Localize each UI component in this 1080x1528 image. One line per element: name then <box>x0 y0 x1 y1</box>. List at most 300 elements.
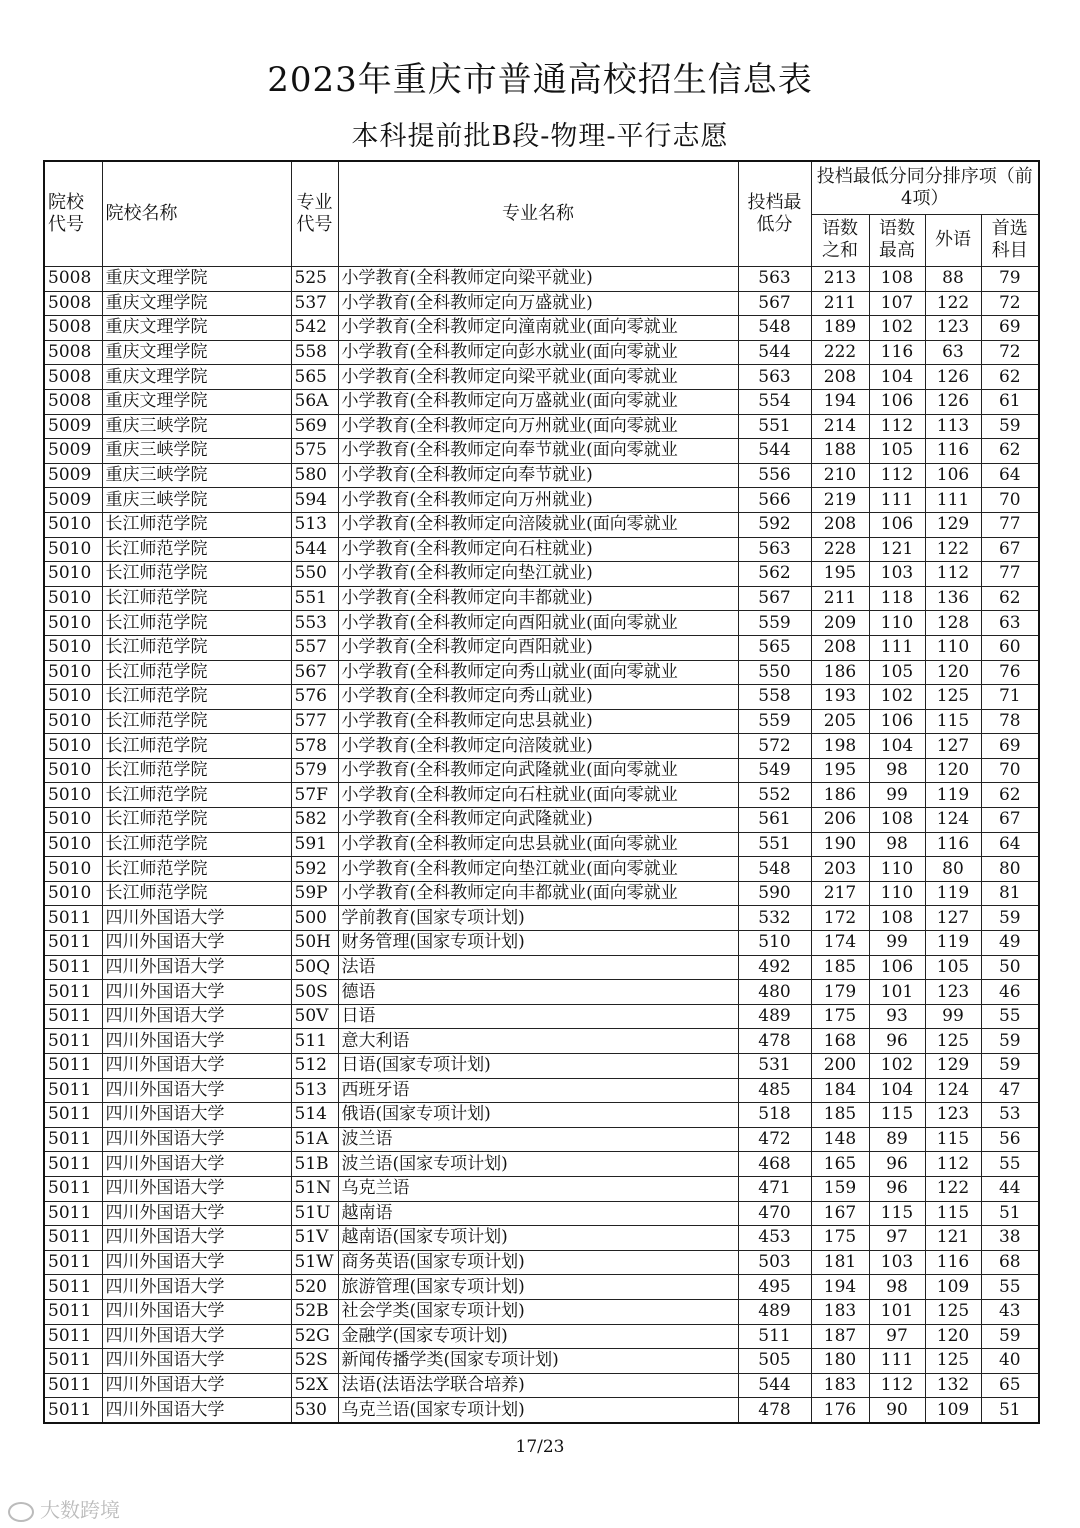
cell-sum-chinese-math: 183 <box>811 1299 869 1324</box>
cell-first-subject: 46 <box>981 980 1039 1005</box>
cell-sum-chinese-math: 179 <box>811 980 869 1005</box>
cell-first-subject: 59 <box>981 1029 1039 1054</box>
cell-school-name: 长江师范学院 <box>102 832 291 857</box>
table-row <box>44 414 1039 439</box>
cell-min-score: 559 <box>738 709 811 734</box>
cell-first-subject: 61 <box>981 389 1039 414</box>
cell-school-name: 重庆文理学院 <box>102 365 291 390</box>
cell-school-code: 5010 <box>44 635 102 660</box>
cell-major-name: 小学教育(全科教师定向秀山就业) <box>338 685 738 710</box>
cell-sum-chinese-math: 167 <box>811 1201 869 1226</box>
cell-major-name: 小学教育(全科教师定向涪陵就业(面向零就业 <box>338 512 738 537</box>
cell-major-code: 51N <box>291 1176 338 1201</box>
table-row <box>44 660 1039 685</box>
table-row <box>44 365 1039 390</box>
cell-max-chinese-math: 110 <box>869 611 925 636</box>
cell-school-code: 5010 <box>44 512 102 537</box>
cell-major-code: 592 <box>291 857 338 882</box>
cell-min-score: 548 <box>738 857 811 882</box>
cell-first-subject: 80 <box>981 857 1039 882</box>
cell-school-code: 5011 <box>44 1349 102 1374</box>
cell-major-name: 小学教育(全科教师定向奉节就业(面向零就业 <box>338 439 738 464</box>
cell-foreign-language: 112 <box>925 1152 981 1177</box>
cell-sum-chinese-math: 211 <box>811 291 869 316</box>
cell-max-chinese-math: 102 <box>869 685 925 710</box>
cell-first-subject: 67 <box>981 808 1039 833</box>
cell-first-subject: 69 <box>981 316 1039 341</box>
cell-max-chinese-math: 99 <box>869 931 925 956</box>
cell-first-subject: 62 <box>981 439 1039 464</box>
cell-max-chinese-math: 121 <box>869 537 925 562</box>
source-watermark <box>8 1494 120 1523</box>
cell-max-chinese-math: 108 <box>869 906 925 931</box>
cell-max-chinese-math: 98 <box>869 832 925 857</box>
table-row <box>44 635 1039 660</box>
cell-major-code: 50H <box>291 931 338 956</box>
cell-major-code: 520 <box>291 1275 338 1300</box>
table-row <box>44 340 1039 365</box>
table-row <box>44 980 1039 1005</box>
cell-min-score: 551 <box>738 832 811 857</box>
cell-school-name: 重庆文理学院 <box>102 267 291 292</box>
cell-school-name: 长江师范学院 <box>102 808 291 833</box>
header-max-chinese-math: 语数最高 <box>869 214 925 266</box>
cell-sum-chinese-math: 213 <box>811 267 869 292</box>
table-row <box>44 1176 1039 1201</box>
cell-sum-chinese-math: 198 <box>811 734 869 759</box>
cell-foreign-language: 116 <box>925 1250 981 1275</box>
cell-max-chinese-math: 112 <box>869 1373 925 1398</box>
cell-major-name: 小学教育(全科教师定向秀山就业(面向零就业 <box>338 660 738 685</box>
table-row <box>44 955 1039 980</box>
cell-foreign-language: 123 <box>925 316 981 341</box>
cell-first-subject: 56 <box>981 1127 1039 1152</box>
cell-first-subject: 60 <box>981 635 1039 660</box>
cell-foreign-language: 125 <box>925 685 981 710</box>
cell-max-chinese-math: 104 <box>869 1078 925 1103</box>
cell-school-name: 重庆三峡学院 <box>102 488 291 513</box>
cell-foreign-language: 120 <box>925 1324 981 1349</box>
cell-foreign-language: 99 <box>925 1004 981 1029</box>
cell-major-code: 550 <box>291 562 338 587</box>
cell-school-code: 5008 <box>44 340 102 365</box>
cell-major-code: 567 <box>291 660 338 685</box>
cell-major-code: 51V <box>291 1226 338 1251</box>
cell-max-chinese-math: 101 <box>869 980 925 1005</box>
cell-max-chinese-math: 106 <box>869 512 925 537</box>
cell-foreign-language: 106 <box>925 463 981 488</box>
cell-school-code: 5010 <box>44 808 102 833</box>
cell-sum-chinese-math: 175 <box>811 1226 869 1251</box>
cell-school-code: 5010 <box>44 881 102 906</box>
cell-foreign-language: 120 <box>925 758 981 783</box>
cell-max-chinese-math: 96 <box>869 1029 925 1054</box>
cell-major-code: 52G <box>291 1324 338 1349</box>
cell-major-code: 557 <box>291 635 338 660</box>
cell-school-code: 5011 <box>44 980 102 1005</box>
cell-school-code: 5008 <box>44 365 102 390</box>
cell-major-name: 小学教育(全科教师定向梁平就业) <box>338 267 738 292</box>
cell-min-score: 552 <box>738 783 811 808</box>
cell-foreign-language: 115 <box>925 709 981 734</box>
cell-major-name: 小学教育(全科教师定向酉阳就业(面向零就业 <box>338 611 738 636</box>
cell-max-chinese-math: 116 <box>869 340 925 365</box>
cell-major-name: 日语(国家专项计划) <box>338 1054 738 1079</box>
header-school-name: 院校名称 <box>102 161 291 267</box>
cell-min-score: 567 <box>738 291 811 316</box>
table-row <box>44 1275 1039 1300</box>
cell-min-score: 472 <box>738 1127 811 1152</box>
cell-school-code: 5011 <box>44 1299 102 1324</box>
cell-school-name: 四川外国语大学 <box>102 931 291 956</box>
cell-school-name: 四川外国语大学 <box>102 1226 291 1251</box>
cell-school-code: 5011 <box>44 1398 102 1423</box>
cell-foreign-language: 109 <box>925 1275 981 1300</box>
cell-major-name: 小学教育(全科教师定向武隆就业) <box>338 808 738 833</box>
cell-first-subject: 64 <box>981 463 1039 488</box>
cell-foreign-language: 126 <box>925 389 981 414</box>
cell-school-code: 5011 <box>44 1226 102 1251</box>
header-foreign-language: 外语 <box>925 214 981 266</box>
cell-major-name: 小学教育(全科教师定向武隆就业(面向零就业 <box>338 758 738 783</box>
table-row <box>44 709 1039 734</box>
cell-major-code: 56A <box>291 389 338 414</box>
page-title: 2023年重庆市普通高校招生信息表 <box>267 60 813 100</box>
cell-min-score: 563 <box>738 365 811 390</box>
cell-foreign-language: 80 <box>925 857 981 882</box>
cell-foreign-language: 105 <box>925 955 981 980</box>
cell-first-subject: 78 <box>981 709 1039 734</box>
cell-school-code: 5011 <box>44 1054 102 1079</box>
cell-school-name: 长江师范学院 <box>102 685 291 710</box>
cell-max-chinese-math: 97 <box>869 1324 925 1349</box>
cell-school-code: 5010 <box>44 660 102 685</box>
cell-major-code: 50S <box>291 980 338 1005</box>
cell-first-subject: 51 <box>981 1398 1039 1423</box>
cell-school-code: 5011 <box>44 1029 102 1054</box>
table-row <box>44 389 1039 414</box>
cell-major-name: 财务管理(国家专项计划) <box>338 931 738 956</box>
cell-min-score: 453 <box>738 1226 811 1251</box>
cell-sum-chinese-math: 200 <box>811 1054 869 1079</box>
cell-school-code: 5010 <box>44 783 102 808</box>
cell-major-name: 金融学(国家专项计划) <box>338 1324 738 1349</box>
cell-max-chinese-math: 103 <box>869 1250 925 1275</box>
cell-min-score: 592 <box>738 512 811 537</box>
cell-min-score: 561 <box>738 808 811 833</box>
cell-min-score: 492 <box>738 955 811 980</box>
cell-major-code: 544 <box>291 537 338 562</box>
cell-first-subject: 79 <box>981 267 1039 292</box>
cell-foreign-language: 119 <box>925 881 981 906</box>
cell-sum-chinese-math: 206 <box>811 808 869 833</box>
cell-major-code: 578 <box>291 734 338 759</box>
cell-sum-chinese-math: 194 <box>811 1275 869 1300</box>
page-subtitle: 本科提前批B段-物理-平行志愿 <box>351 121 729 152</box>
cell-school-name: 长江师范学院 <box>102 709 291 734</box>
cell-foreign-language: 119 <box>925 783 981 808</box>
cell-foreign-language: 127 <box>925 906 981 931</box>
cell-max-chinese-math: 102 <box>869 316 925 341</box>
cell-major-code: 579 <box>291 758 338 783</box>
cell-foreign-language: 132 <box>925 1373 981 1398</box>
cell-max-chinese-math: 104 <box>869 734 925 759</box>
table-row <box>44 316 1039 341</box>
cell-major-name: 小学教育(全科教师定向万州就业) <box>338 488 738 513</box>
cell-school-name: 重庆文理学院 <box>102 316 291 341</box>
cell-min-score: 544 <box>738 439 811 464</box>
cell-school-name: 四川外国语大学 <box>102 1127 291 1152</box>
header-school-code: 院校代号 <box>44 161 102 267</box>
table-row <box>44 1152 1039 1177</box>
cell-max-chinese-math: 90 <box>869 1398 925 1423</box>
cell-first-subject: 72 <box>981 340 1039 365</box>
table-row <box>44 734 1039 759</box>
cell-major-code: 512 <box>291 1054 338 1079</box>
cell-min-score: 558 <box>738 685 811 710</box>
cell-min-score: 563 <box>738 267 811 292</box>
table-row <box>44 586 1039 611</box>
cell-school-code: 5009 <box>44 414 102 439</box>
cell-school-name: 四川外国语大学 <box>102 1324 291 1349</box>
cell-first-subject: 76 <box>981 660 1039 685</box>
cell-school-name: 四川外国语大学 <box>102 1054 291 1079</box>
cell-first-subject: 38 <box>981 1226 1039 1251</box>
cell-major-code: 558 <box>291 340 338 365</box>
cell-foreign-language: 115 <box>925 1201 981 1226</box>
cell-major-code: 575 <box>291 439 338 464</box>
cell-foreign-language: 112 <box>925 562 981 587</box>
header-min-score: 投档最低分 <box>738 161 811 267</box>
cell-major-name: 小学教育(全科教师定向奉节就业) <box>338 463 738 488</box>
cell-max-chinese-math: 107 <box>869 291 925 316</box>
cell-max-chinese-math: 111 <box>869 635 925 660</box>
cell-sum-chinese-math: 193 <box>811 685 869 710</box>
cell-min-score: 478 <box>738 1029 811 1054</box>
table-row <box>44 1127 1039 1152</box>
cell-major-name: 小学教育(全科教师定向丰都就业) <box>338 586 738 611</box>
cell-sum-chinese-math: 186 <box>811 783 869 808</box>
cell-school-code: 5011 <box>44 1127 102 1152</box>
cell-major-code: 57F <box>291 783 338 808</box>
cell-sum-chinese-math: 211 <box>811 586 869 611</box>
cell-foreign-language: 123 <box>925 1103 981 1128</box>
cell-min-score: 567 <box>738 586 811 611</box>
cell-min-score: 470 <box>738 1201 811 1226</box>
cell-school-code: 5010 <box>44 685 102 710</box>
cell-school-name: 四川外国语大学 <box>102 1201 291 1226</box>
cell-first-subject: 67 <box>981 537 1039 562</box>
cell-first-subject: 64 <box>981 832 1039 857</box>
cell-major-name: 小学教育(全科教师定向涪陵就业) <box>338 734 738 759</box>
cell-sum-chinese-math: 181 <box>811 1250 869 1275</box>
cell-first-subject: 62 <box>981 365 1039 390</box>
cell-foreign-language: 125 <box>925 1029 981 1054</box>
cell-sum-chinese-math: 148 <box>811 1127 869 1152</box>
cell-major-code: 582 <box>291 808 338 833</box>
page-number: 17/23 <box>515 1437 565 1457</box>
cell-first-subject: 77 <box>981 562 1039 587</box>
cell-sum-chinese-math: 208 <box>811 365 869 390</box>
cell-sum-chinese-math: 208 <box>811 635 869 660</box>
cell-max-chinese-math: 115 <box>869 1201 925 1226</box>
table-row <box>44 906 1039 931</box>
cell-max-chinese-math: 118 <box>869 586 925 611</box>
cell-school-code: 5011 <box>44 1250 102 1275</box>
cell-major-name: 小学教育(全科教师定向垫江就业(面向零就业 <box>338 857 738 882</box>
cell-major-name: 旅游管理(国家专项计划) <box>338 1275 738 1300</box>
cell-major-name: 越南语 <box>338 1201 738 1226</box>
cell-school-code: 5008 <box>44 316 102 341</box>
table-row <box>44 881 1039 906</box>
cell-max-chinese-math: 102 <box>869 1054 925 1079</box>
cell-min-score: 518 <box>738 1103 811 1128</box>
cell-school-code: 5010 <box>44 857 102 882</box>
cell-school-code: 5010 <box>44 562 102 587</box>
cell-first-subject: 63 <box>981 611 1039 636</box>
table-row <box>44 1103 1039 1128</box>
cell-sum-chinese-math: 194 <box>811 389 869 414</box>
table-row <box>44 1299 1039 1324</box>
cell-foreign-language: 124 <box>925 808 981 833</box>
cell-major-code: 514 <box>291 1103 338 1128</box>
cell-first-subject: 51 <box>981 1201 1039 1226</box>
cell-max-chinese-math: 99 <box>869 783 925 808</box>
cell-min-score: 505 <box>738 1349 811 1374</box>
cell-first-subject: 77 <box>981 512 1039 537</box>
cell-sum-chinese-math: 214 <box>811 414 869 439</box>
cell-major-code: 577 <box>291 709 338 734</box>
cell-major-code: 513 <box>291 1078 338 1103</box>
table-row <box>44 931 1039 956</box>
cell-school-code: 5010 <box>44 586 102 611</box>
cell-major-name: 小学教育(全科教师定向万盛就业) <box>338 291 738 316</box>
table-row <box>44 537 1039 562</box>
cell-min-score: 566 <box>738 488 811 513</box>
cell-foreign-language: 122 <box>925 291 981 316</box>
cell-foreign-language: 136 <box>925 586 981 611</box>
cell-school-code: 5011 <box>44 1078 102 1103</box>
cell-foreign-language: 124 <box>925 1078 981 1103</box>
cell-school-code: 5011 <box>44 1324 102 1349</box>
cell-sum-chinese-math: 183 <box>811 1373 869 1398</box>
cell-sum-chinese-math: 217 <box>811 881 869 906</box>
cell-major-name: 意大利语 <box>338 1029 738 1054</box>
table-row <box>44 1054 1039 1079</box>
cell-school-name: 长江师范学院 <box>102 881 291 906</box>
cell-school-code: 5010 <box>44 611 102 636</box>
cell-school-code: 5010 <box>44 832 102 857</box>
cell-major-code: 542 <box>291 316 338 341</box>
cell-major-code: 591 <box>291 832 338 857</box>
cell-school-code: 5009 <box>44 439 102 464</box>
table-row <box>44 685 1039 710</box>
admission-table <box>43 160 1040 1424</box>
cell-major-name: 德语 <box>338 980 738 1005</box>
cell-school-name: 四川外国语大学 <box>102 1349 291 1374</box>
cell-major-code: 569 <box>291 414 338 439</box>
cell-min-score: 544 <box>738 1373 811 1398</box>
table-row <box>44 857 1039 882</box>
cell-min-score: 590 <box>738 881 811 906</box>
cell-school-code: 5010 <box>44 758 102 783</box>
cell-min-score: 510 <box>738 931 811 956</box>
cell-max-chinese-math: 110 <box>869 857 925 882</box>
cell-min-score: 549 <box>738 758 811 783</box>
cell-sum-chinese-math: 222 <box>811 340 869 365</box>
cell-max-chinese-math: 97 <box>869 1226 925 1251</box>
table-row <box>44 758 1039 783</box>
cell-major-code: 511 <box>291 1029 338 1054</box>
cell-school-name: 四川外国语大学 <box>102 906 291 931</box>
cell-first-subject: 59 <box>981 1324 1039 1349</box>
cell-major-name: 小学教育(全科教师定向石柱就业(面向零就业 <box>338 783 738 808</box>
cell-school-name: 重庆文理学院 <box>102 389 291 414</box>
cell-major-code: 513 <box>291 512 338 537</box>
cell-major-code: 565 <box>291 365 338 390</box>
cell-first-subject: 59 <box>981 906 1039 931</box>
watermark-text: 大数跨境 <box>40 1498 120 1522</box>
cell-sum-chinese-math: 210 <box>811 463 869 488</box>
cell-first-subject: 71 <box>981 685 1039 710</box>
cell-min-score: 471 <box>738 1176 811 1201</box>
cell-first-subject: 62 <box>981 586 1039 611</box>
cell-major-name: 乌克兰语 <box>338 1176 738 1201</box>
cell-school-name: 四川外国语大学 <box>102 1078 291 1103</box>
cell-school-name: 四川外国语大学 <box>102 1176 291 1201</box>
cell-foreign-language: 125 <box>925 1349 981 1374</box>
cell-sum-chinese-math: 185 <box>811 1103 869 1128</box>
cell-sum-chinese-math: 190 <box>811 832 869 857</box>
cell-sum-chinese-math: 165 <box>811 1152 869 1177</box>
cell-max-chinese-math: 106 <box>869 955 925 980</box>
cell-school-name: 四川外国语大学 <box>102 1299 291 1324</box>
cell-school-name: 长江师范学院 <box>102 562 291 587</box>
table-row <box>44 1250 1039 1275</box>
cell-min-score: 556 <box>738 463 811 488</box>
cell-major-name: 波兰语 <box>338 1127 738 1152</box>
cell-sum-chinese-math: 187 <box>811 1324 869 1349</box>
cell-major-name: 西班牙语 <box>338 1078 738 1103</box>
cell-school-code: 5011 <box>44 1103 102 1128</box>
cell-foreign-language: 116 <box>925 439 981 464</box>
table-row <box>44 783 1039 808</box>
cell-first-subject: 44 <box>981 1176 1039 1201</box>
cell-major-name: 小学教育(全科教师定向忠县就业) <box>338 709 738 734</box>
cell-school-name: 长江师范学院 <box>102 783 291 808</box>
cell-max-chinese-math: 106 <box>869 709 925 734</box>
cell-first-subject: 53 <box>981 1103 1039 1128</box>
cell-sum-chinese-math: 189 <box>811 316 869 341</box>
cell-major-code: 580 <box>291 463 338 488</box>
cell-school-code: 5011 <box>44 955 102 980</box>
cell-major-code: 50V <box>291 1004 338 1029</box>
cell-school-code: 5011 <box>44 906 102 931</box>
cell-min-score: 480 <box>738 980 811 1005</box>
cell-max-chinese-math: 93 <box>869 1004 925 1029</box>
cell-foreign-language: 123 <box>925 980 981 1005</box>
cell-major-name: 小学教育(全科教师定向忠县就业(面向零就业 <box>338 832 738 857</box>
cell-school-name: 长江师范学院 <box>102 635 291 660</box>
cell-max-chinese-math: 89 <box>869 1127 925 1152</box>
cell-first-subject: 69 <box>981 734 1039 759</box>
cell-major-code: 51W <box>291 1250 338 1275</box>
cell-min-score: 550 <box>738 660 811 685</box>
cell-school-name: 四川外国语大学 <box>102 1275 291 1300</box>
cell-major-code: 576 <box>291 685 338 710</box>
cell-sum-chinese-math: 172 <box>811 906 869 931</box>
cell-min-score: 572 <box>738 734 811 759</box>
